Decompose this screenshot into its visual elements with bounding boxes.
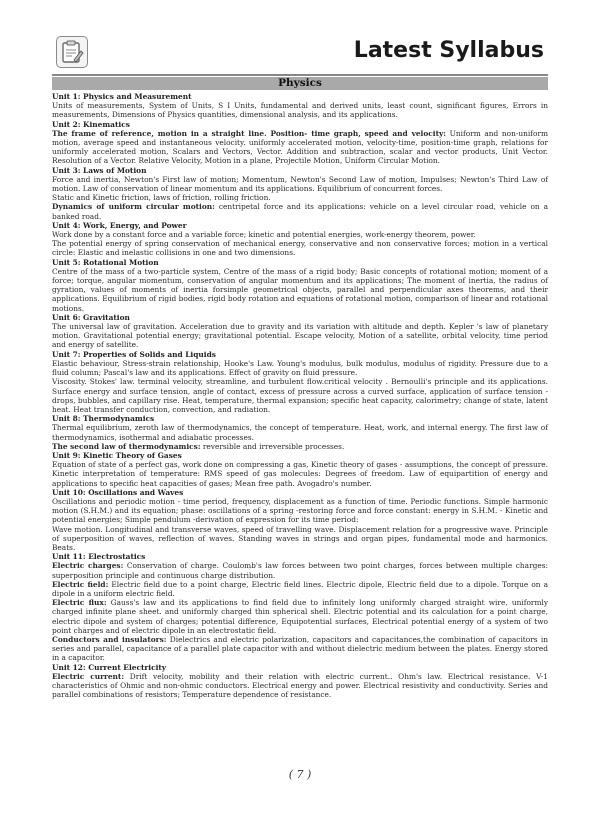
paragraph: Force and inertia, Newton's First law of motion; Momentum, Newton's Second Law of motion, Impulses; Newton's Third Law of motion. Law of conservation of linear momentum and its applications. Equilibrium of concurrent forces.	[52, 174, 548, 194]
lead-term: Electric charges:	[52, 561, 124, 571]
paragraph-text: Gauss's law and its applications to find field due to infinitely long uniformly charged straight wire, uniformly charged infinite plane sheet. and uniformly charged thin spherical shell. Electric potential and its calculation for a point charge, electric dipole and system of charges; potential difference, Equipotential surfaces, Electrical potential energy of a system of two point charges and of electric dipole in an electrostatic field.	[52, 598, 548, 635]
paragraph: The universal law of gravitation. Acceleration due to gravity and its variation with altitude and depth. Kepler 's law of planetary motion. Gravitational potential energy; gravitational potential. Escape velocity, Motion of a satellite, orbital velocity, time period and energy of satellite.	[52, 322, 548, 350]
page-header	[52, 28, 552, 74]
section-title: Physics	[52, 77, 548, 90]
paragraph: Thermal equilibrium, zeroth law of thermodynamics, the concept of temperature. Heat, work, and internal energy. The first law of thermodynamics, isothermal and adiabatic processes.	[52, 423, 548, 442]
unit-heading: Unit 7: Properties of Solids and Liquids	[52, 349, 216, 359]
unit-heading: Unit 9: Kinetic Theory of Gases	[52, 450, 182, 460]
paragraph: Oscillations and periodic motion - time period, frequency, displacement as a function of time. Periodic functions. Simple harmonic motion (S.H.M.) and its equation; phase: oscillations of a spring -restoring force and force constant: energy in S.H.M. - Kinetic and potential energies; Simple pendulum -derivation of expression for its time period:	[52, 496, 548, 525]
paragraph: Viscosity. Stokes' law. terminal velocity, streamline, and turbulent flow.critical velocity . Bernoulli's principle and its applications. Surface energy and surface tension, angle of contact, excess of pressure across a curved surface, application of surface tension - drops, bubbles, and capillary rise. Heat, temperature, thermal expansion; specific heat capacity, calorimetry; change of state, latent heat. Heat transfer conduction, convection, and radiation.	[52, 377, 548, 414]
syllabus-content	[52, 92, 548, 699]
paragraph	[52, 129, 548, 166]
paragraph: Equation of state of a perfect gas, work done on compressing a gas, Kinetic theory of gases - assumptions, the concept of pressure. Kinetic interpretation of temperature: RMS speed of gas molecules: Degrees of freedom. Law of equipartition of energy and applications to specific heat capacities of gases; Mean free path. Avogadro's number.	[52, 460, 548, 488]
unit-heading: Unit 11: Electrostatics	[52, 552, 146, 562]
paragraph	[52, 561, 548, 579]
paragraph-text: reversible and irreversible processes.	[200, 441, 345, 451]
paragraph: The potential energy of spring conservation of mechanical energy, conservative and non conservative forces; motion in a vertical circle: Elastic and inelastic collisions in one and two dimensions.	[52, 239, 548, 258]
paragraph	[52, 672, 548, 700]
lead-term: Electric current:	[52, 671, 125, 681]
paragraph	[52, 442, 548, 451]
unit-heading: Unit 2: Kinematics	[52, 119, 130, 129]
lead-term: The frame of reference, motion in a straight line. Position- time graph, speed and velocity:	[52, 128, 447, 138]
paragraph: Static and Kinetic friction, laws of friction, rolling friction.	[52, 193, 271, 203]
unit-heading: Unit 5: Rotational Motion	[52, 257, 159, 267]
header-rule	[52, 74, 548, 76]
page-title: Latest Syllabus	[353, 38, 544, 63]
paragraph-text: Conservation of charge. Coulomb's law forces between two point charges, forces between multiple charges: superposition principle and continuous charge distribution.	[52, 561, 548, 580]
paragraph: Units of measurements, System of Units, S I Units, fundamental and derived units, least count, significant figures, Errors in measurements, Dimensions of Physics quantities, dimensional analysis, and its applications.	[52, 101, 548, 120]
paragraph	[52, 635, 548, 663]
lead-term: Conductors and insulators:	[52, 634, 167, 644]
paragraph	[52, 598, 548, 635]
paragraph: Work done by a constant force and a variable force; kinetic and potential energies, work-energy theorem, power.	[52, 230, 476, 240]
unit-heading: Unit 10: Oscillations and Waves	[52, 487, 184, 497]
unit-heading: Unit 6: Gravitation	[52, 312, 130, 322]
lead-term: Electric flux:	[52, 598, 107, 608]
paragraph-text: centripetal force and its applications: vehicle on a level circular road, vehicle on a banked road.	[52, 202, 548, 221]
lead-term: Dynamics of uniform circular motion:	[52, 202, 215, 212]
paragraph	[52, 580, 548, 598]
unit-heading: Unit 8: Thermodynamics	[52, 414, 155, 424]
paragraph: Centre of the mass of a two-particle system, Centre of the mass of a rigid body; Basic concepts of rotational motion; moment of a force; torque, angular momentum, conservation of angular momentum and its applications; The moment of inertia, the radius of gyration, values of moments of inertia forsimple geometrical objects, parallel and perpendicular axes theorems, and their applications. Equilibrium of rigid bodies, rigid body rotation and equations of rotational motion, comparison of linear and rotational motions.	[52, 266, 548, 313]
paragraph-text: Drift velocity, mobility and their relation with electric current.. Ohm's law. Electrical resistance. V-1 characteristics of Ohmic and non-ohmic conductors. Electrical energy and power. Electrical resistivity and conductivity. Series and parallel combinations of resistors; Temperature dependence of resistance.	[52, 671, 548, 700]
paragraph: Elastic behaviour, Stress-strain relationship, Hooke's Law. Young's modulus, bulk modulus, modulus of rigidity. Pressure due to a fluid column; Pascal's law and its applications. Effect of gravity on fluid pressure.	[52, 358, 548, 378]
paragraph-text: Dielectrics and electric polarization, capacitors and capacitances,the combination of capacitors in series and parallel, capacitance of a parallel plate capacitor with and without dielectric medium between the plates. Energy stored in a capacitor.	[52, 634, 548, 663]
page-number: ( 7 )	[288, 768, 312, 781]
paragraph: Wave motion. Longitudinal and transverse waves, speed of travelling wave. Displacement relation for a progressive wave. Principle of superposition of waves, reflection of waves. Standing waves in strings and organ pipes, fundamental mode and harmonics. Beats.	[52, 524, 548, 552]
paragraph-text: Uniform and non-uniform motion, average speed and instantaneous velocity. uniformly accelerated motion, velocity-time, position-time graph, relations for uniformly accelerated motion, Scalars and Vectors, Vector. Addition and subtraction, scalar and vector products, Unit Vector. Resolution of a Vector. Relative Velocity, Motion in a plane, Projectile Motion, Uniform Circular Motion.	[52, 128, 548, 166]
unit-heading: Unit 12: Current Electricity	[52, 662, 167, 672]
paragraph-text: Electric field due to a point charge, Electric field lines. Electric dipole, Electric field due to a dipole. Torque on a dipole in a uniform electric field.	[52, 579, 548, 598]
unit-heading: Unit 3: Laws of Motion	[52, 165, 147, 175]
unit-heading: Unit 4: Work, Energy, and Power	[52, 220, 187, 230]
lead-term: The second law of thermodynamics:	[52, 441, 201, 451]
lead-term: Electric field:	[52, 579, 109, 589]
unit-heading: Unit 1: Physics and Measurement	[52, 92, 192, 101]
paragraph	[52, 202, 548, 220]
clipboard-icon	[56, 36, 88, 68]
